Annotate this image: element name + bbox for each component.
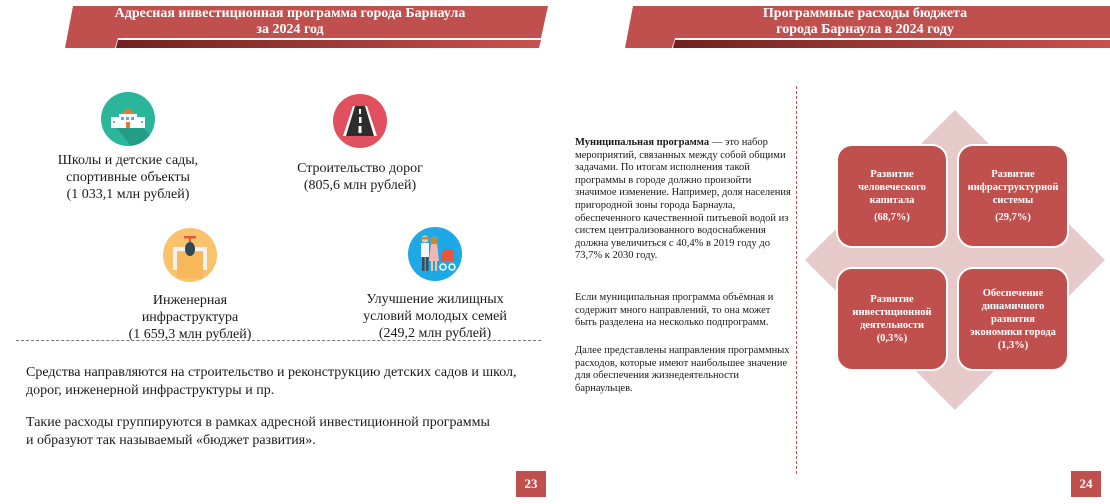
paragraph-line: Такие расходы группируются в рамках адресной инвестиционной программы bbox=[26, 415, 490, 430]
paragraph-2 bbox=[26, 414, 490, 450]
paragraph-line: дорог, инженерной инфраструктуры и пр. bbox=[26, 383, 275, 398]
subprograms-text bbox=[575, 292, 773, 330]
text-line: барнаульцев. bbox=[575, 382, 633, 394]
text-line: задачами. По итогам исполнения такой bbox=[575, 162, 750, 174]
dotted-divider bbox=[796, 86, 797, 474]
item-label-line: Строительство дорог bbox=[297, 161, 423, 176]
text-line: обеспеченного качественной питьевой водой из bbox=[575, 212, 789, 224]
quadrant-line: системы bbox=[992, 195, 1034, 206]
text-line: программы в городе должно произойти bbox=[575, 174, 752, 186]
quadrant-percent: (0,3%) bbox=[876, 333, 908, 344]
text-line: значимое изменение. Например, доля населения bbox=[575, 187, 791, 199]
quadrant-line: капитала bbox=[869, 195, 915, 206]
quadrant-line: человеческого bbox=[858, 182, 926, 193]
text-line: должна увеличиться с 40,4% в 2019 году до bbox=[575, 237, 770, 249]
item-label-line: условий молодых семей bbox=[363, 309, 507, 324]
pipe-valve-icon bbox=[163, 228, 217, 282]
quadrant-line: Развитие bbox=[991, 169, 1035, 180]
program-expenses-diagram bbox=[815, 110, 1095, 410]
quadrant-line: инфраструктурной bbox=[967, 182, 1059, 193]
text-line: для обеспечения жизнедеятельности bbox=[575, 370, 739, 382]
page-number: 23 bbox=[516, 471, 546, 497]
municipal-program-definition bbox=[575, 137, 791, 263]
title-line-2: города Барнаула в 2024 году bbox=[776, 22, 954, 37]
quadrant-line: инвестиционной bbox=[852, 307, 932, 318]
item-young-families bbox=[340, 227, 530, 342]
item-label-line: Инженерная bbox=[152, 293, 228, 308]
young-family-icon bbox=[408, 227, 462, 281]
item-label-line: спортивные объекты bbox=[66, 170, 190, 185]
dashed-divider bbox=[16, 340, 541, 341]
item-roads bbox=[280, 94, 440, 194]
quadrant-infrastructure bbox=[957, 144, 1069, 248]
quadrant-line: деятельности bbox=[859, 320, 925, 331]
text-line: — это набор bbox=[709, 137, 768, 148]
item-label-line: Улучшение жилищных bbox=[366, 292, 504, 307]
page-number: 24 bbox=[1071, 471, 1101, 497]
item-label-line: инфраструктура bbox=[141, 310, 239, 325]
quadrant-line: Развитие bbox=[870, 169, 914, 180]
item-amount: (249,2 млн рублей) bbox=[378, 326, 492, 341]
item-amount: (805,6 млн рублей) bbox=[303, 178, 417, 193]
road-icon bbox=[333, 94, 387, 148]
term-bold: Муниципальная программа bbox=[575, 137, 710, 148]
paragraph-line: и образуют так называемый «бюджет развития». bbox=[26, 433, 316, 448]
quadrant-percent: (68,7%) bbox=[874, 212, 910, 223]
title-line-2: за 2024 год bbox=[256, 22, 324, 37]
school-building-icon bbox=[101, 92, 155, 146]
text-line: систем централизованного водоснабжения bbox=[575, 225, 766, 237]
page-title bbox=[625, 6, 1105, 38]
item-amount: (1 659,3 млн рублей) bbox=[128, 327, 252, 342]
text-line: пригородной зоны города Барнаула, bbox=[575, 199, 736, 211]
text-line: мероприятий, связанных между собой общими bbox=[575, 149, 786, 161]
directions-text bbox=[575, 345, 790, 395]
item-label-line: Школы и детские сады, bbox=[57, 153, 199, 168]
text-line: быть разделена на несколько подпрограмм. bbox=[575, 317, 769, 329]
quadrant-line: Развитие bbox=[870, 294, 914, 305]
paragraph-line: Средства направляются на строительство и реконструкцию детских садов и школ, bbox=[26, 365, 517, 380]
quadrant-human-capital bbox=[836, 144, 948, 248]
text-line: расходов, которые имеют наибольшее значение bbox=[575, 357, 788, 369]
text-line: 73,7% к 2030 году. bbox=[575, 250, 658, 262]
text-line: Далее представлены направления программных bbox=[575, 345, 790, 356]
quadrant-percent: (1,3%) bbox=[997, 339, 1029, 351]
quadrant-percent: (29,7%) bbox=[995, 212, 1031, 223]
item-amount: (1 033,1 млн рублей) bbox=[66, 187, 190, 202]
text-line: содержит много направлений, то она может bbox=[575, 304, 771, 316]
text-line: Если муниципальная программа объёмная и bbox=[575, 292, 774, 303]
item-schools bbox=[28, 92, 228, 203]
quadrant-economy bbox=[957, 267, 1069, 371]
quadrant-line: динамичного bbox=[981, 300, 1045, 312]
paragraph-1 bbox=[26, 364, 517, 400]
title-banner bbox=[0, 0, 555, 50]
quadrant-line: экономики города bbox=[970, 326, 1056, 338]
quadrant-line: Обеспечение bbox=[982, 287, 1044, 299]
title-line-1: Программные расходы бюджета bbox=[762, 6, 968, 21]
quadrant-investment bbox=[836, 267, 948, 371]
title-banner bbox=[555, 0, 1110, 50]
quadrant-line: развития bbox=[991, 313, 1035, 325]
slide-24 bbox=[555, 0, 1110, 504]
item-engineering-infrastructure bbox=[90, 228, 290, 343]
page-title bbox=[40, 6, 540, 38]
title-line-1: Адресная инвестиционная программа города Барнаула bbox=[114, 6, 466, 21]
